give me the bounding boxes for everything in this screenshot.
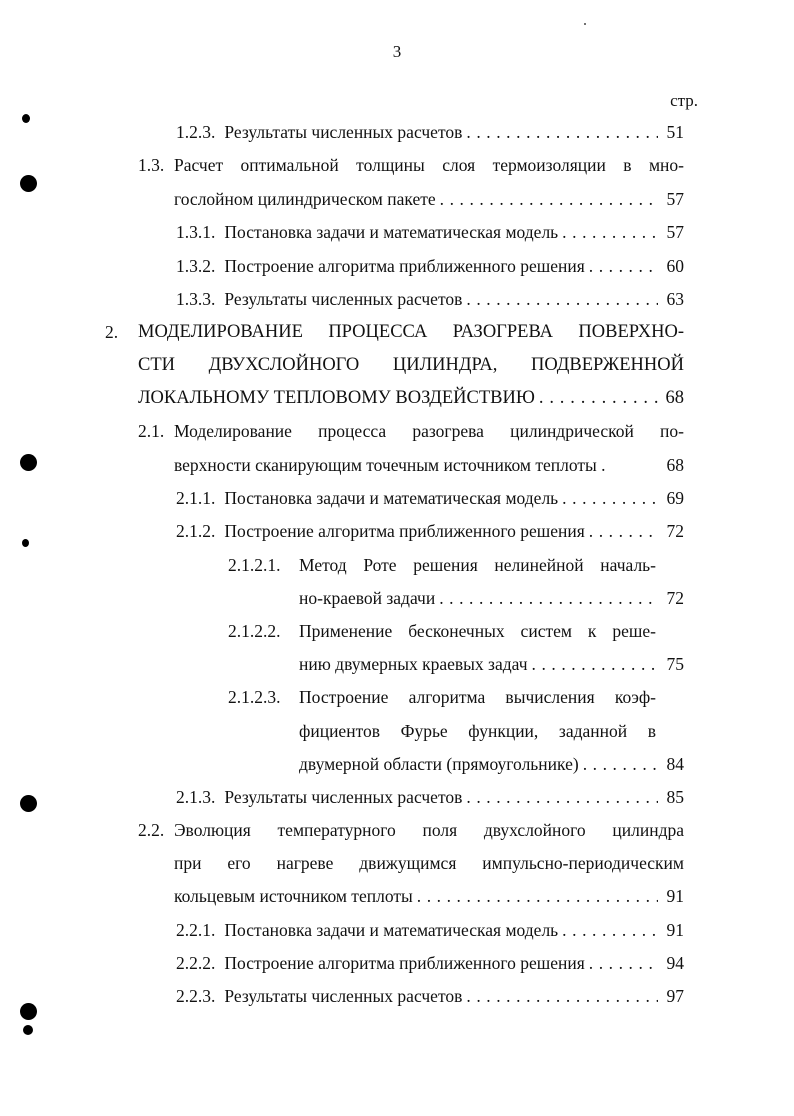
toc-entry[interactable] bbox=[138, 385, 684, 411]
toc-entry[interactable] bbox=[176, 253, 684, 279]
dot-leader bbox=[562, 485, 658, 511]
toc-entry[interactable] bbox=[174, 186, 684, 212]
toc-entry-page: 91 bbox=[666, 920, 684, 940]
toc-entry[interactable] bbox=[176, 286, 684, 312]
toc-entry[interactable] bbox=[176, 518, 684, 544]
toc-entry-title-continued: верхности сканирующим точечным источником теплоты . bbox=[174, 455, 606, 475]
scan-speck bbox=[584, 23, 586, 25]
dot-leader bbox=[466, 784, 658, 810]
toc-entry-title: Результаты численных расчетов bbox=[224, 289, 463, 309]
toc-entry-title: Постановка задачи и математическая модель bbox=[224, 222, 559, 242]
toc-entry-page: 51 bbox=[666, 122, 684, 142]
toc-entry[interactable] bbox=[299, 751, 684, 777]
toc-entry-page: 68 bbox=[665, 388, 684, 408]
dot-leader bbox=[417, 883, 658, 909]
toc-entry-title-continued: двумерной области (прямоугольнике) bbox=[299, 754, 579, 774]
toc-entry-title[interactable]: Построение алгоритма вычисления коэф- bbox=[299, 687, 656, 707]
dot-leader bbox=[466, 286, 658, 312]
punch-hole-mark bbox=[22, 539, 29, 547]
toc-entry-page: 63 bbox=[666, 289, 684, 309]
toc-entry[interactable] bbox=[176, 917, 684, 943]
dot-leader bbox=[439, 585, 658, 611]
toc-entry[interactable] bbox=[176, 784, 684, 810]
dot-leader bbox=[562, 917, 658, 943]
punch-hole-mark bbox=[23, 1025, 33, 1035]
toc-entry[interactable] bbox=[176, 219, 684, 245]
toc-entry-title-continued: нию двумерных краевых задач bbox=[299, 654, 528, 674]
toc-entry-number: 2.1. bbox=[138, 421, 165, 441]
toc-entry-number: 1.3.3. bbox=[176, 289, 216, 309]
dot-leader bbox=[583, 751, 658, 777]
toc-entry-title: Построение алгоритма приближенного решения bbox=[224, 953, 585, 973]
toc-entry-number: 2.1.2.1. bbox=[228, 555, 281, 575]
toc-entry-title: Результаты численных расчетов bbox=[224, 787, 463, 807]
toc-entry-page: 57 bbox=[666, 222, 684, 242]
toc-entry-page: 69 bbox=[666, 488, 684, 508]
toc-entry-number: 2.1.2.3. bbox=[228, 687, 281, 707]
toc-entry-page: 60 bbox=[666, 256, 684, 276]
toc-entry-title: Постановка задачи и математическая модель bbox=[224, 488, 559, 508]
toc-entry-number: 1.3. bbox=[138, 155, 165, 175]
toc-entry-page: 68 bbox=[666, 455, 684, 475]
punch-hole-mark bbox=[22, 114, 30, 123]
toc-entry-number: 2.1.2.2. bbox=[228, 621, 281, 641]
punch-hole-mark bbox=[20, 454, 37, 471]
toc-entry-number: 1.2.3. bbox=[176, 122, 216, 142]
toc-entry-title: Построение алгоритма приближенного решения bbox=[224, 521, 585, 541]
toc-entry-page: 75 bbox=[666, 654, 684, 674]
toc-entry-page: 84 bbox=[666, 754, 684, 774]
toc-entry-page: 97 bbox=[666, 986, 684, 1006]
dot-leader bbox=[589, 518, 658, 544]
toc-entry-number: 2.2.3. bbox=[176, 986, 216, 1006]
toc-entry[interactable] bbox=[176, 119, 684, 145]
toc-entry[interactable] bbox=[174, 452, 684, 478]
toc-entry-number: 2.1.2. bbox=[176, 521, 216, 541]
page-column-label: стр. bbox=[670, 91, 698, 110]
toc-entry-number: 2.2. bbox=[138, 820, 165, 840]
toc-entry[interactable] bbox=[299, 651, 684, 677]
toc-entry-page: 57 bbox=[666, 189, 684, 209]
toc-entry-title-continued: гослойном цилиндрическом пакете bbox=[174, 189, 436, 209]
toc-entry-title-continued[interactable]: при его нагреве движущимся импульсно-периодическим bbox=[174, 853, 684, 873]
dot-leader bbox=[539, 385, 658, 411]
toc-entry-title-continued[interactable]: фициентов Фурье функции, заданной в bbox=[299, 721, 656, 741]
toc-entry-page: 91 bbox=[666, 886, 684, 906]
toc-entry[interactable] bbox=[176, 950, 684, 976]
toc-entry-page: 85 bbox=[666, 787, 684, 807]
toc-entry-title[interactable]: Моделирование процесса разогрева цилиндрической по- bbox=[174, 421, 684, 441]
dot-leader bbox=[466, 983, 658, 1009]
punch-hole-mark bbox=[20, 175, 37, 192]
toc-entry-number: 2.1.1. bbox=[176, 488, 216, 508]
dot-leader bbox=[440, 186, 658, 212]
toc-entry[interactable] bbox=[176, 485, 684, 511]
toc-chapter-number: 2. bbox=[105, 322, 119, 342]
toc-entry-number: 1.3.1. bbox=[176, 222, 216, 242]
toc-entry-title[interactable]: Метод Роте решения нелинейной началь- bbox=[299, 555, 656, 575]
toc-entry[interactable] bbox=[174, 883, 684, 909]
dot-leader bbox=[562, 219, 658, 245]
toc-entry-title: Результаты численных расчетов bbox=[224, 986, 463, 1006]
toc-entry-title-continued: кольцевым источником теплоты bbox=[174, 886, 413, 906]
toc-entry[interactable] bbox=[299, 585, 684, 611]
toc-entry-number: 2.1.3. bbox=[176, 787, 216, 807]
punch-hole-mark bbox=[20, 795, 37, 812]
toc-entry-title: Результаты численных расчетов bbox=[224, 122, 463, 142]
toc-chapter-title-continued[interactable]: СТИ ДВУХСЛОЙНОГО ЦИЛИНДРА, ПОДВЕРЖЕННОЙ bbox=[138, 355, 684, 375]
toc-entry[interactable] bbox=[176, 983, 684, 1009]
toc-entry-page: 72 bbox=[666, 588, 684, 608]
toc-entry-number: 2.2.2. bbox=[176, 953, 216, 973]
dot-leader bbox=[589, 950, 658, 976]
toc-chapter-title-continued: ЛОКАЛЬНОМУ ТЕПЛОВОМУ ВОЗДЕЙСТВИЮ bbox=[138, 388, 535, 408]
toc-entry-title-continued: но-краевой задачи bbox=[299, 588, 436, 608]
dot-leader bbox=[589, 253, 658, 279]
toc-entry-title[interactable]: Эволюция температурного поля двухслойного цилиндра bbox=[174, 820, 684, 840]
page-number: 3 bbox=[392, 42, 402, 61]
toc-entry-title[interactable]: Расчет оптимальной толщины слоя термоизоляции в мно- bbox=[174, 155, 684, 175]
toc-entry-title: Постановка задачи и математическая модель bbox=[224, 920, 559, 940]
dot-leader bbox=[466, 119, 658, 145]
toc-entry-title[interactable]: Применение бесконечных систем к реше- bbox=[299, 621, 656, 641]
punch-hole-mark bbox=[20, 1003, 37, 1020]
toc-entry-title: Построение алгоритма приближенного решения bbox=[224, 256, 585, 276]
dot-leader bbox=[532, 651, 659, 677]
toc-entry-number: 2.2.1. bbox=[176, 920, 216, 940]
toc-chapter-title[interactable]: МОДЕЛИРОВАНИЕ ПРОЦЕССА РАЗОГРЕВА ПОВЕРХНО- bbox=[138, 322, 684, 342]
toc-entry-page: 94 bbox=[666, 953, 684, 973]
toc-entry-page: 72 bbox=[666, 521, 684, 541]
toc-entry-number: 1.3.2. bbox=[176, 256, 216, 276]
